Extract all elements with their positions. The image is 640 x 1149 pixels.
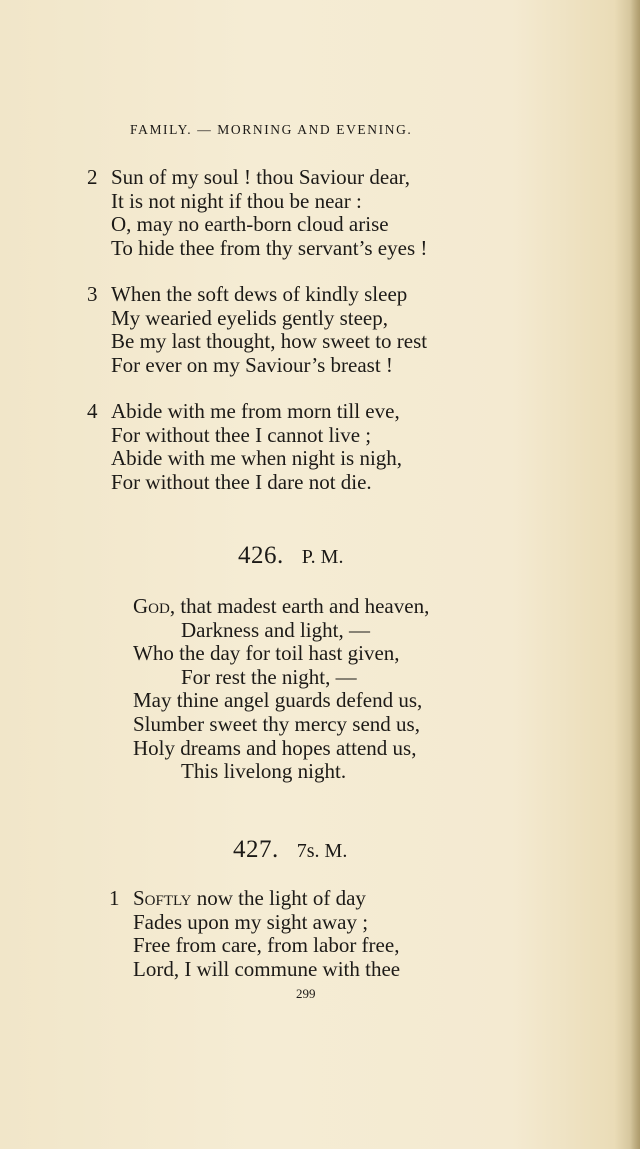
verse-line: Sun of my soul ! thou Saviour dear, (111, 165, 410, 189)
verse-3 (87, 283, 427, 377)
verse-number: 4 (87, 399, 98, 423)
verse-line: Abide with me when night is nigh, (111, 446, 403, 470)
stanza-line: Who the day for toil hast given, (133, 641, 400, 666)
page-edge-shadow (630, 0, 640, 1149)
stanza-line: For rest the night, — (181, 664, 357, 689)
initial-word: Softly (133, 886, 192, 910)
verse-line: It is not night if thou be near : (111, 188, 362, 213)
verse-line: When the soft dews of kindly sleep (111, 282, 408, 306)
verse-line: Be my last thought, how sweet to rest (111, 329, 428, 353)
verse-4 (87, 400, 402, 494)
page-number: 299 (296, 986, 316, 1001)
stanza-line: Holy dreams and hopes attend us, (133, 735, 417, 760)
hymn-426-heading (238, 542, 343, 570)
verse-2 (87, 166, 427, 260)
verse-line: My wearied eyelids gently steep, (111, 305, 388, 330)
stanza-line: Slumber sweet thy mercy send us, (133, 711, 420, 736)
hymn-427-heading (233, 836, 347, 864)
hymn-meter: 7s. M. (296, 840, 348, 862)
initial-word: God (133, 594, 170, 618)
verse-line: Abide with me from morn till eve, (111, 399, 400, 423)
stanza-line: May thine angel guards defend us, (133, 688, 423, 713)
verse-line: Fades upon my sight away ; (133, 909, 369, 934)
verse-number: 1 (109, 886, 120, 910)
hymn-number: 426. (238, 542, 284, 569)
verse-line: Free from care, from labor free, (133, 933, 400, 957)
hymn-427-verse-1 (109, 887, 400, 981)
stanza-line: Darkness and light, — (181, 617, 370, 642)
verse-number: 2 (87, 165, 98, 189)
verse-line: Lord, I will commune with thee (133, 956, 401, 981)
hymn-426-stanza (133, 595, 429, 784)
verse-line: O, may no earth-born cloud arise (111, 212, 389, 236)
hymn-number: 427. (233, 836, 279, 863)
hymn-meter: P. M. (301, 546, 344, 568)
verse-line: For ever on my Saviour’s breast ! (111, 352, 393, 377)
running-head: FAMILY. — MORNING AND EVENING. (130, 122, 413, 137)
stanza-line: This livelong night. (181, 759, 347, 784)
verse-line: To hide thee from thy servant’s eyes ! (111, 235, 428, 260)
verse-line: For without thee I dare not die. (111, 469, 372, 494)
verse-number: 3 (87, 282, 98, 306)
verse-line: Softly now the light of day (133, 886, 366, 910)
verse-line: For without thee I cannot live ; (111, 422, 372, 447)
stanza-line: God, that madest earth and heaven, (133, 594, 430, 618)
